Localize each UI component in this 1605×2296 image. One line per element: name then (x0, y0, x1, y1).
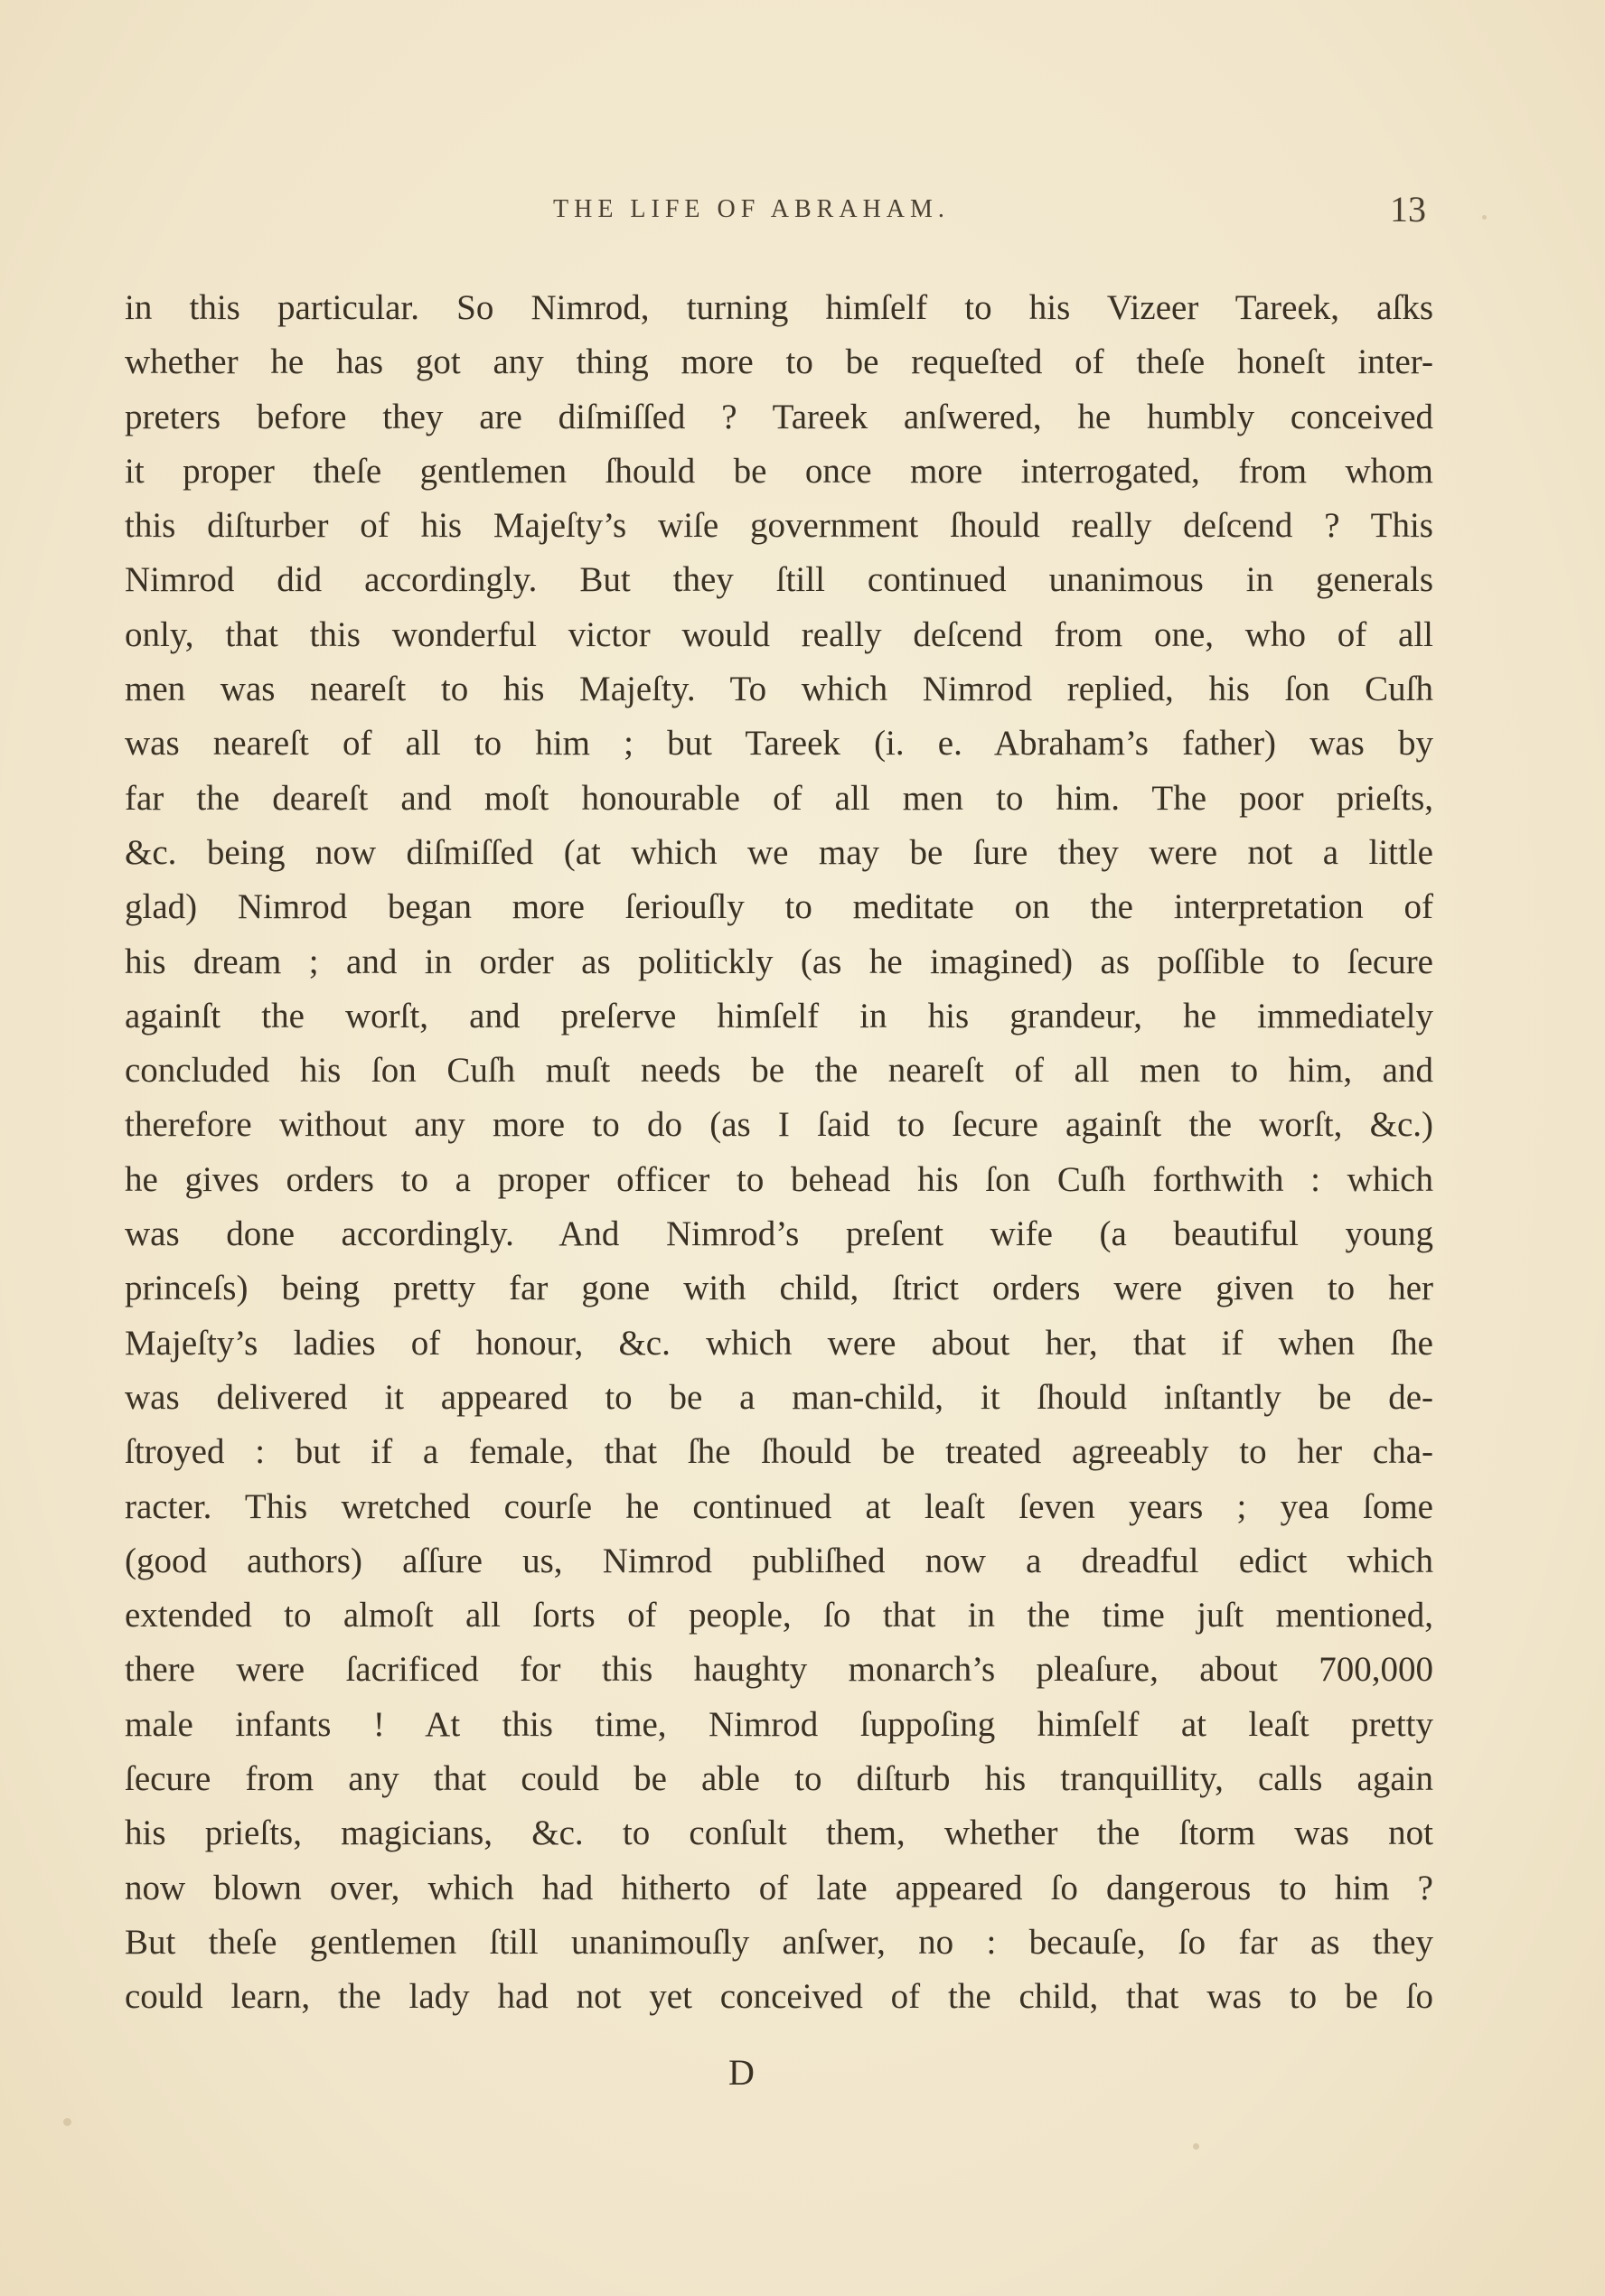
text-line: it proper theſe gentlemen ſhould be once more interrogated, from whom (125, 451, 1433, 491)
running-head (0, 189, 1605, 231)
text-line: now blown over, which had hitherto of late appeared ſo dangerous to him ? (125, 1868, 1433, 1907)
paper-speck (63, 2118, 71, 2126)
text-line: concluded his ſon Cuſh muſt needs be the neareſt of all men to him, and (125, 1051, 1433, 1091)
text-line: therefore without any more to do (as I ſaid to ſecure againſt the worſt, &c.) (125, 1105, 1433, 1145)
text-line: Nimrod did accordingly. But they ſtill continued unanimous in generals (125, 560, 1433, 600)
text-line: was neareſt of all to him ; but Tareek (i. e. Abraham’s father) was by (125, 724, 1433, 764)
text-line: But theſe gentlemen ſtill unanimouſly anſwer, no : becauſe, ſo far as they (125, 1922, 1433, 1962)
text-line: far the deareſt and moſt honourable of all men to him. The poor prieſts, (125, 778, 1433, 818)
text-line: in this particular. So Nimrod, turning himſelf to his Vizeer Tareek, aſks (125, 288, 1433, 327)
page-number: 13 (1390, 189, 1426, 230)
text-line: princeſs) being pretty far gone with child, ſtrict orders were given to her (125, 1269, 1433, 1308)
text-line: preters before they are diſmiſſed ? Tareek anſwered, he humbly conceived (125, 397, 1433, 436)
text-line: this diſturber of his Majeſty’s wiſe government ſhould really deſcend ? This (125, 506, 1433, 546)
text-line: racter. This wretched courſe he continued at leaſt ſeven years ; yea ſome (125, 1486, 1433, 1526)
text-line: only, that this wonderful victor would really deſcend from one, who of all (125, 614, 1433, 654)
running-head-title: THE LIFE OF ABRAHAM. (553, 195, 950, 223)
text-line: his prieſts, magicians, &c. to conſult them, whether the ſtorm was not (125, 1813, 1433, 1853)
text-line: his dream ; and in order as politickly (as he imagined) as poſſible to ſecure (125, 942, 1433, 981)
text-line: there were ſacrificed for this haughty monarch’s pleaſure, about 700,000 (125, 1650, 1433, 1690)
text-line: was delivered it appeared to be a man-child, it ſhould inſtantly be de- (125, 1377, 1433, 1417)
text-line: whether he has got any thing more to be requeſted of theſe honeſt inter- (125, 342, 1433, 382)
text-line: ſtroyed : but if a female, that ſhe ſhould be treated agreeably to her cha- (125, 1432, 1433, 1472)
text-line: extended to almoſt all ſorts of people, ſo that in the time juſt mentioned, (125, 1596, 1433, 1635)
text-line: could learn, the lady had not yet conceived of the child, that was to be ſo (125, 1977, 1433, 2017)
text-line: ſecure from any that could be able to diſturb his tranquillity, calls again (125, 1759, 1433, 1799)
text-line: male infants ! At this time, Nimrod ſuppoſing himſelf at leaſt pretty (125, 1704, 1433, 1744)
text-line: againſt the worſt, and preſerve himſelf in his grandeur, he immediately (125, 996, 1433, 1036)
signature-mark: D (728, 2052, 755, 2093)
text-line: was done accordingly. And Nimrod’s preſent wife (a beautiful young (125, 1214, 1433, 1254)
paper-speck (1193, 2143, 1199, 2150)
paper-speck (1482, 215, 1487, 220)
text-line: Majeſty’s ladies of honour, &c. which were about her, that if when ſhe (125, 1323, 1433, 1363)
body-text (125, 281, 1433, 2025)
text-line: &c. being now diſmiſſed (at which we may be ſure they were not a little (125, 832, 1433, 872)
text-line: glad) Nimrod began more ſeriouſly to meditate on the interpretation of (125, 887, 1433, 927)
text-line: he gives orders to a proper officer to behead his ſon Cuſh forthwith : which (125, 1159, 1433, 1199)
text-line: (good authors) aſſure us, Nimrod publiſhed now a dreadful edict which (125, 1541, 1433, 1580)
text-line: men was neareſt to his Majeſty. To which Nimrod replied, his ſon Cuſh (125, 670, 1433, 709)
